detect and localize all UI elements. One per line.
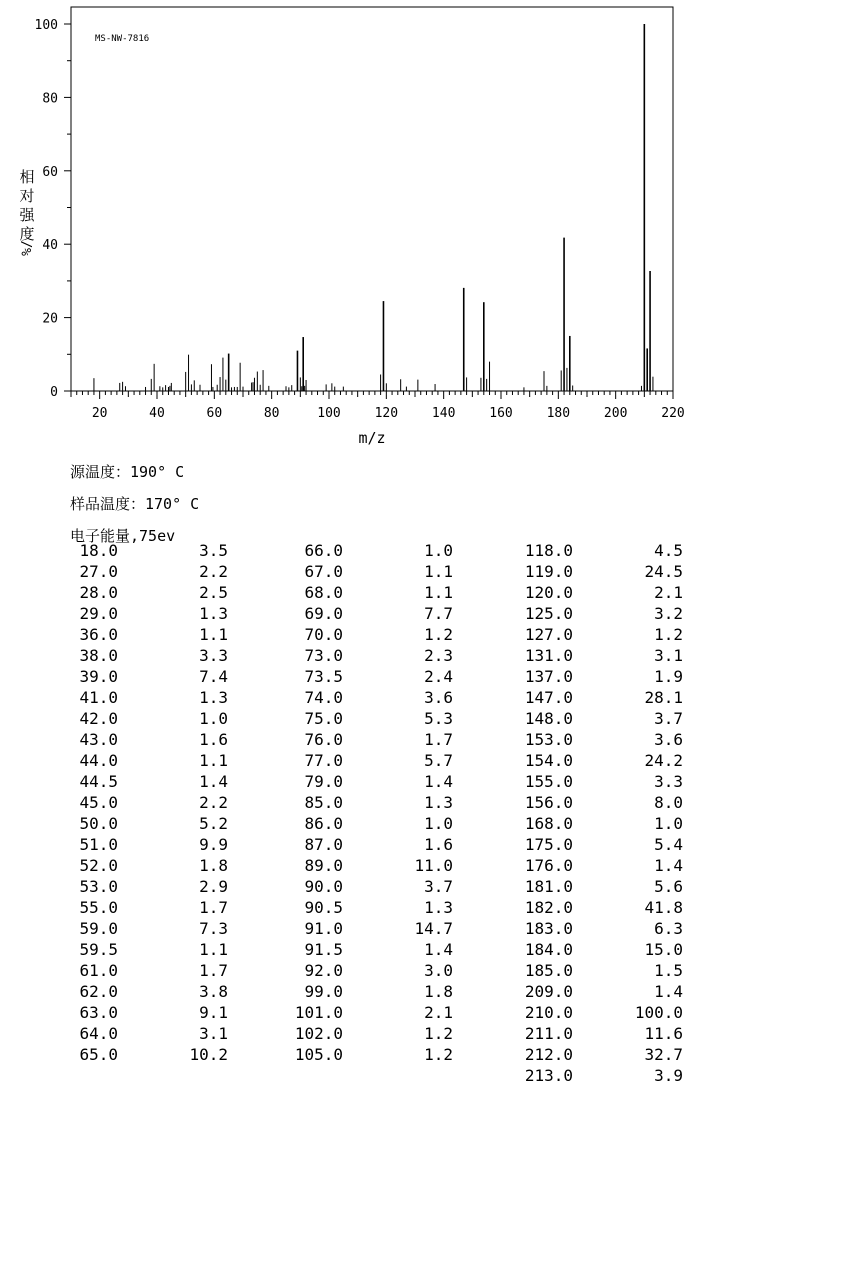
- table-mz-value: 87.0: [304, 835, 343, 854]
- y-tick-label: 40: [42, 238, 58, 254]
- table-mz-value: 65.0: [79, 1045, 118, 1064]
- table-mz-value: 73.5: [304, 667, 343, 686]
- table-intensity-value: 1.7: [199, 961, 228, 980]
- x-tick-label: 20: [91, 406, 108, 421]
- spectrum-id-annotation: MS-NW-7816: [95, 34, 150, 44]
- y-axis-label: [19, 168, 35, 256]
- table-intensity-value: 1.1: [424, 562, 453, 581]
- table-mz-value: 210.0: [524, 1003, 573, 1022]
- table-intensity-value: 1.6: [199, 730, 228, 749]
- table-mz-value: 127.0: [524, 625, 573, 644]
- table-mz-value: 155.0: [524, 772, 573, 791]
- table-mz-value: 211.0: [524, 1024, 573, 1043]
- y-tick-label: 20: [42, 311, 58, 327]
- table-intensity-value: 2.4: [424, 667, 453, 686]
- table-intensity-value: 100.0: [634, 1003, 683, 1022]
- table-mz-value: 70.0: [304, 625, 343, 644]
- x-tick-label: 120: [374, 406, 399, 421]
- table-intensity-value: 1.4: [654, 982, 683, 1001]
- table-mz-value: 38.0: [79, 646, 118, 665]
- sample-temperature: 样品温度：170° C: [70, 495, 200, 513]
- table-mz-value: 148.0: [524, 709, 573, 728]
- table-intensity-value: 24.5: [644, 562, 683, 581]
- table-intensity-value: 1.4: [424, 940, 453, 959]
- table-mz-value: 52.0: [79, 856, 118, 875]
- table-intensity-value: 10.2: [189, 1045, 228, 1064]
- table-intensity-value: 7.4: [199, 667, 228, 686]
- table-intensity-value: 24.2: [644, 751, 683, 770]
- x-tick-label: 60: [206, 406, 223, 421]
- table-intensity-value: 1.5: [654, 961, 683, 980]
- table-mz-value: 91.5: [304, 940, 343, 959]
- table-intensity-value: 11.0: [414, 856, 453, 875]
- table-mz-value: 118.0: [524, 541, 573, 560]
- table-intensity-value: 41.8: [644, 898, 683, 917]
- source-temperature: 源温度：190° C: [70, 463, 185, 481]
- table-intensity-value: 1.3: [424, 898, 453, 917]
- table-intensity-value: 1.2: [654, 625, 683, 644]
- table-mz-value: 153.0: [524, 730, 573, 749]
- table-mz-value: 69.0: [304, 604, 343, 623]
- y-tick-label: 100: [34, 18, 58, 33]
- x-axis-label: m/z: [358, 429, 386, 447]
- table-intensity-value: 1.1: [199, 625, 228, 644]
- table-intensity-value: 1.1: [199, 940, 228, 959]
- y-label-char: %/: [20, 240, 35, 256]
- table-mz-value: 99.0: [304, 982, 343, 1001]
- y-label-char: 强: [19, 206, 35, 224]
- table-intensity-value: 1.4: [654, 856, 683, 875]
- table-intensity-value: 5.2: [199, 814, 228, 833]
- table-mz-value: 43.0: [79, 730, 118, 749]
- table-intensity-value: 3.0: [424, 961, 453, 980]
- table-intensity-value: 1.9: [654, 667, 683, 686]
- table-mz-value: 53.0: [79, 877, 118, 896]
- table-mz-value: 62.0: [79, 982, 118, 1001]
- table-intensity-value: 9.1: [199, 1003, 228, 1022]
- table-intensity-value: 5.3: [424, 709, 453, 728]
- table-mz-value: 212.0: [524, 1045, 573, 1064]
- table-intensity-value: 2.2: [199, 562, 228, 581]
- table-intensity-value: 1.0: [424, 541, 453, 560]
- table-intensity-value: 7.3: [199, 919, 228, 938]
- table-mz-value: 59.5: [79, 940, 118, 959]
- table-mz-value: 36.0: [79, 625, 118, 644]
- table-mz-value: 61.0: [79, 961, 118, 980]
- table-intensity-value: 2.2: [199, 793, 228, 812]
- table-mz-value: 27.0: [79, 562, 118, 581]
- table-mz-value: 102.0: [294, 1024, 343, 1043]
- table-intensity-value: 1.2: [424, 1024, 453, 1043]
- table-intensity-value: 2.9: [199, 877, 228, 896]
- table-mz-value: 59.0: [79, 919, 118, 938]
- table-mz-value: 168.0: [524, 814, 573, 833]
- table-mz-value: 68.0: [304, 583, 343, 602]
- table-intensity-value: 1.2: [424, 1045, 453, 1064]
- x-tick-label: 80: [263, 406, 280, 421]
- table-mz-value: 44.0: [79, 751, 118, 770]
- table-intensity-value: 3.2: [654, 604, 683, 623]
- table-intensity-value: 6.3: [654, 919, 683, 938]
- table-mz-value: 66.0: [304, 541, 343, 560]
- table-mz-value: 79.0: [304, 772, 343, 791]
- table-intensity-value: 1.7: [424, 730, 453, 749]
- table-intensity-value: 1.1: [424, 583, 453, 602]
- table-mz-value: 156.0: [524, 793, 573, 812]
- table-mz-value: 101.0: [294, 1003, 343, 1022]
- table-intensity-value: 3.9: [654, 1066, 683, 1085]
- table-mz-value: 125.0: [524, 604, 573, 623]
- table-mz-value: 182.0: [524, 898, 573, 917]
- table-mz-value: 105.0: [294, 1045, 343, 1064]
- table-intensity-value: 3.7: [654, 709, 683, 728]
- table-mz-value: 184.0: [524, 940, 573, 959]
- table-intensity-value: 1.8: [199, 856, 228, 875]
- table-mz-value: 120.0: [524, 583, 573, 602]
- table-mz-value: 183.0: [524, 919, 573, 938]
- table-mz-value: 76.0: [304, 730, 343, 749]
- table-mz-value: 92.0: [304, 961, 343, 980]
- table-intensity-value: 28.1: [644, 688, 683, 707]
- table-intensity-value: 5.6: [654, 877, 683, 896]
- table-intensity-value: 4.5: [654, 541, 683, 560]
- x-tick-label: 140: [431, 406, 456, 421]
- table-intensity-value: 3.6: [654, 730, 683, 749]
- table-mz-value: 73.0: [304, 646, 343, 665]
- table-mz-value: 119.0: [524, 562, 573, 581]
- table-mz-value: 64.0: [79, 1024, 118, 1043]
- table-mz-value: 181.0: [524, 877, 573, 896]
- table-mz-value: 213.0: [524, 1066, 573, 1085]
- table-intensity-value: 1.3: [424, 793, 453, 812]
- table-intensity-value: 2.1: [654, 583, 683, 602]
- table-mz-value: 90.0: [304, 877, 343, 896]
- table-intensity-value: 1.4: [424, 772, 453, 791]
- table-intensity-value: 32.7: [644, 1045, 683, 1064]
- table-mz-value: 67.0: [304, 562, 343, 581]
- table-mz-value: 18.0: [79, 541, 118, 560]
- table-intensity-value: 1.3: [199, 688, 228, 707]
- table-intensity-value: 9.9: [199, 835, 228, 854]
- table-intensity-value: 8.0: [654, 793, 683, 812]
- table-mz-value: 77.0: [304, 751, 343, 770]
- table-mz-value: 51.0: [79, 835, 118, 854]
- y-label-char: 相: [19, 168, 35, 186]
- table-mz-value: 74.0: [304, 688, 343, 707]
- x-tick-label: 100: [317, 406, 341, 421]
- table-intensity-value: 1.8: [424, 982, 453, 1001]
- table-intensity-value: 1.2: [424, 625, 453, 644]
- table-intensity-value: 7.7: [424, 604, 453, 623]
- table-intensity-value: 11.6: [644, 1024, 683, 1043]
- table-intensity-value: 1.6: [424, 835, 453, 854]
- table-intensity-value: 3.7: [424, 877, 453, 896]
- table-intensity-value: 1.4: [199, 772, 228, 791]
- table-mz-value: 85.0: [304, 793, 343, 812]
- table-intensity-value: 1.7: [199, 898, 228, 917]
- table-intensity-value: 3.3: [654, 772, 683, 791]
- table-mz-value: 175.0: [524, 835, 573, 854]
- table-intensity-value: 5.7: [424, 751, 453, 770]
- table-mz-value: 89.0: [304, 856, 343, 875]
- table-intensity-value: 3.8: [199, 982, 228, 1001]
- table-mz-value: 147.0: [524, 688, 573, 707]
- table-intensity-value: 1.1: [199, 751, 228, 770]
- x-tick-label: 160: [489, 406, 513, 421]
- table-intensity-value: 5.4: [654, 835, 683, 854]
- table-mz-value: 45.0: [79, 793, 118, 812]
- table-mz-value: 176.0: [524, 856, 573, 875]
- y-label-char: 度: [19, 225, 35, 243]
- table-mz-value: 39.0: [79, 667, 118, 686]
- table-mz-value: 28.0: [79, 583, 118, 602]
- table-intensity-value: 15.0: [644, 940, 683, 959]
- y-label-char: 对: [19, 187, 35, 205]
- table-intensity-value: 3.1: [199, 1024, 228, 1043]
- table-mz-value: 42.0: [79, 709, 118, 728]
- table-intensity-value: 1.0: [424, 814, 453, 833]
- y-tick-label: 80: [42, 91, 58, 107]
- table-mz-value: 44.5: [79, 772, 118, 791]
- table-mz-value: 90.5: [304, 898, 343, 917]
- table-intensity-value: 3.1: [654, 646, 683, 665]
- table-mz-value: 154.0: [524, 751, 573, 770]
- table-intensity-value: 2.3: [424, 646, 453, 665]
- table-intensity-value: 3.3: [199, 646, 228, 665]
- table-intensity-value: 14.7: [414, 919, 453, 938]
- table-intensity-value: 1.0: [199, 709, 228, 728]
- mass-spectrum-chart: [0, 0, 850, 460]
- table-intensity-value: 3.6: [424, 688, 453, 707]
- table-intensity-value: 2.1: [424, 1003, 453, 1022]
- table-mz-value: 50.0: [79, 814, 118, 833]
- table-mz-value: 91.0: [304, 919, 343, 938]
- table-mz-value: 41.0: [79, 688, 118, 707]
- table-mz-value: 185.0: [524, 961, 573, 980]
- x-tick-label: 220: [661, 406, 685, 421]
- table-mz-value: 29.0: [79, 604, 118, 623]
- table-mz-value: 86.0: [304, 814, 343, 833]
- plot-frame: [71, 7, 673, 391]
- y-tick-label: 60: [42, 164, 58, 180]
- table-mz-value: 55.0: [79, 898, 118, 917]
- x-tick-label: 180: [546, 406, 571, 421]
- table-intensity-value: 2.5: [199, 583, 228, 602]
- x-tick-label: 40: [149, 406, 165, 421]
- table-mz-value: 137.0: [524, 667, 573, 686]
- x-tick-label: 200: [603, 406, 628, 421]
- table-mz-value: 63.0: [79, 1003, 118, 1022]
- table-mz-value: 75.0: [304, 709, 343, 728]
- electron-energy: 电子能量,75ev: [70, 527, 176, 545]
- table-intensity-value: 1.0: [654, 814, 683, 833]
- table-mz-value: 131.0: [524, 646, 573, 665]
- y-tick-label: 0: [50, 385, 58, 400]
- table-intensity-value: 3.5: [199, 541, 228, 560]
- table-intensity-value: 1.3: [199, 604, 228, 623]
- table-mz-value: 209.0: [524, 982, 573, 1001]
